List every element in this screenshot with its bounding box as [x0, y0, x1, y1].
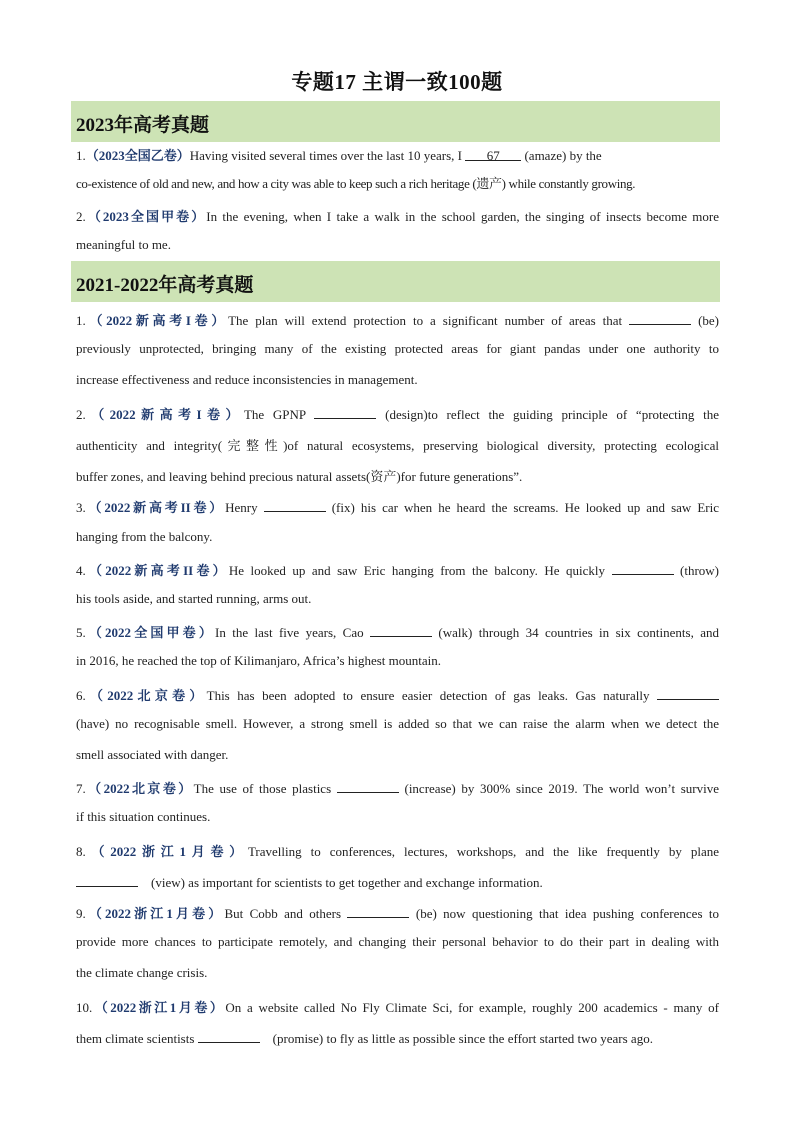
question-number: 2.	[76, 407, 86, 422]
question-2022-4	[76, 560, 719, 579]
question-text: (fix) his car when he heard the screams. He looked up and saw Eric	[331, 500, 720, 515]
question-2022-2-cont: authenticity and integrity(完整性)of natural ecosystems, preserving biological diversity, protecting ecological	[76, 438, 719, 453]
question-source: （2022全国甲卷）	[85, 625, 215, 640]
question-2022-5	[76, 622, 719, 641]
question-hint: (throw)	[680, 563, 720, 578]
question-text: (walk) through 34 countries in six continents, and	[438, 625, 720, 640]
question-number: 10.	[76, 1000, 93, 1015]
question-2023-1-cont: co-existence of old and new, and how a city was able to keep such a rich heritage (遗产) while constantly growing.	[76, 176, 636, 191]
question-source: （2022北京卷）	[85, 688, 207, 703]
question-2022-8-cont	[76, 872, 719, 891]
question-number: 2.	[76, 209, 86, 224]
question-source: （2022新高考II卷）	[85, 563, 229, 578]
answer-blank[interactable]	[264, 499, 326, 512]
question-2022-3-cont: hanging from the balcony.	[76, 529, 213, 544]
answer-blank[interactable]: 67	[465, 148, 521, 161]
answer-blank[interactable]	[76, 874, 138, 887]
question-2022-10-cont	[76, 1028, 719, 1047]
question-text: But Cobb and others	[224, 906, 342, 921]
question-text: The GPNP	[243, 407, 306, 422]
question-text: (design)to reflect the guiding principle of “protecting the	[385, 407, 720, 422]
question-2023-2-cont: meaningful to me.	[76, 237, 171, 252]
question-2022-2-cont: buffer zones, and leaving behind precious natural assets(资产)for future generations”.	[76, 469, 523, 484]
question-number: 9.	[76, 906, 86, 921]
question-text: Henry	[225, 500, 258, 515]
question-2022-9-cont: provide more chances to participate remotely, and changing their personal behavior to do their part in dealing with	[76, 934, 719, 949]
question-2022-2	[76, 404, 719, 423]
question-2022-1-cont: previously unprotected, bringing many of the existing protected areas for giant pandas under one authority to	[76, 341, 719, 356]
question-2023-1	[76, 145, 719, 164]
answer-blank[interactable]	[198, 1030, 260, 1043]
question-source: （2022浙江1月卷）	[92, 1000, 226, 1015]
question-2022-9-cont: the climate change crisis.	[76, 965, 208, 980]
question-2022-7-cont: if this situation continues.	[76, 809, 211, 824]
question-number: 1.	[76, 313, 86, 328]
question-number: 1.	[76, 148, 86, 163]
question-text: In the evening, when I take a walk in the school garden, the singing of insects become more	[206, 209, 719, 224]
question-text: The plan will extend protection to a significant number of areas that	[228, 313, 623, 328]
question-number: 6.	[76, 688, 86, 703]
question-text: them climate scientists	[76, 1031, 195, 1046]
question-text: (promise) to fly as little as possible since the effort started two years ago.	[272, 1031, 653, 1046]
question-2022-7	[76, 778, 719, 797]
question-hint: (be)	[698, 313, 720, 328]
question-2022-6	[76, 685, 719, 704]
question-source: （2022浙江1月卷）	[85, 906, 225, 921]
answer-blank[interactable]	[370, 624, 432, 637]
question-number: 7.	[76, 781, 86, 796]
question-text: Having visited several times over the last 10 years, I	[189, 148, 462, 163]
question-number: 4.	[76, 563, 86, 578]
question-number: 3.	[76, 500, 86, 515]
question-text: Travelling to conferences, lectures, workshops, and the like frequently by plane	[247, 844, 719, 859]
question-2022-4-cont: his tools aside, and started running, arms out.	[76, 591, 312, 606]
question-2022-9	[76, 903, 719, 922]
question-number: 8.	[76, 844, 86, 859]
question-2022-6-cont: smell associated with danger.	[76, 747, 229, 762]
answer-blank[interactable]	[629, 312, 691, 325]
answer-blank[interactable]	[314, 406, 376, 419]
question-text: (increase) by 300% since 2019. The world won’t survive	[404, 781, 720, 796]
section-header-2021-2022	[71, 261, 720, 302]
question-text: (view) as important for scientists to get together and exchange information.	[151, 875, 543, 890]
question-2022-1	[76, 310, 719, 329]
question-text: (amaze) by the	[524, 148, 602, 163]
question-source: （2022新高考I卷）	[85, 407, 244, 422]
question-2022-6-cont: (have) no recognisable smell. However, a strong smell is added so that we can raise the alarm when we detect the	[76, 716, 719, 731]
question-number: 5.	[76, 625, 86, 640]
question-2023-2	[76, 206, 719, 225]
answer-blank[interactable]	[657, 687, 719, 700]
question-source: （2022北京卷）	[85, 781, 194, 796]
question-2022-10	[76, 997, 719, 1016]
page-title: 专题17 主谓一致100题	[291, 70, 503, 94]
question-source: （2022浙江1月卷）	[85, 844, 248, 859]
question-text: On a website called No Fly Climate Sci, for example, roughly 200 academics - many of	[225, 1000, 719, 1015]
question-text: The use of those plastics	[193, 781, 332, 796]
answer-blank[interactable]	[337, 780, 399, 793]
section-header-2023	[71, 101, 720, 142]
question-text: In the last five years, Cao	[214, 625, 364, 640]
question-2022-5-cont: in 2016, he reached the top of Kilimanjaro, Africa’s highest mountain.	[76, 653, 441, 668]
question-2022-1-cont: increase effectiveness and reduce inconsistencies in management.	[76, 372, 418, 387]
section-heading: 2023年高考真题	[76, 115, 210, 136]
question-source: （2022新高考II卷）	[85, 500, 226, 515]
question-2022-3	[76, 497, 719, 516]
question-source: （2022新高考I卷）	[85, 313, 229, 328]
question-text: This has been adopted to ensure easier detection of gas leaks. Gas naturally	[206, 688, 650, 703]
section-heading: 2021-2022年高考真题	[76, 275, 254, 296]
question-source: （2023全国甲卷）	[85, 209, 207, 224]
question-text: He looked up and saw Eric hanging from the balcony. He quickly	[228, 563, 606, 578]
answer-blank[interactable]	[347, 905, 409, 918]
question-2022-8	[76, 841, 719, 860]
question-source: （2023全国乙卷）	[85, 148, 190, 163]
answer-blank[interactable]	[612, 562, 674, 575]
question-text: (be) now questioning that idea pushing conferences to	[415, 906, 720, 921]
